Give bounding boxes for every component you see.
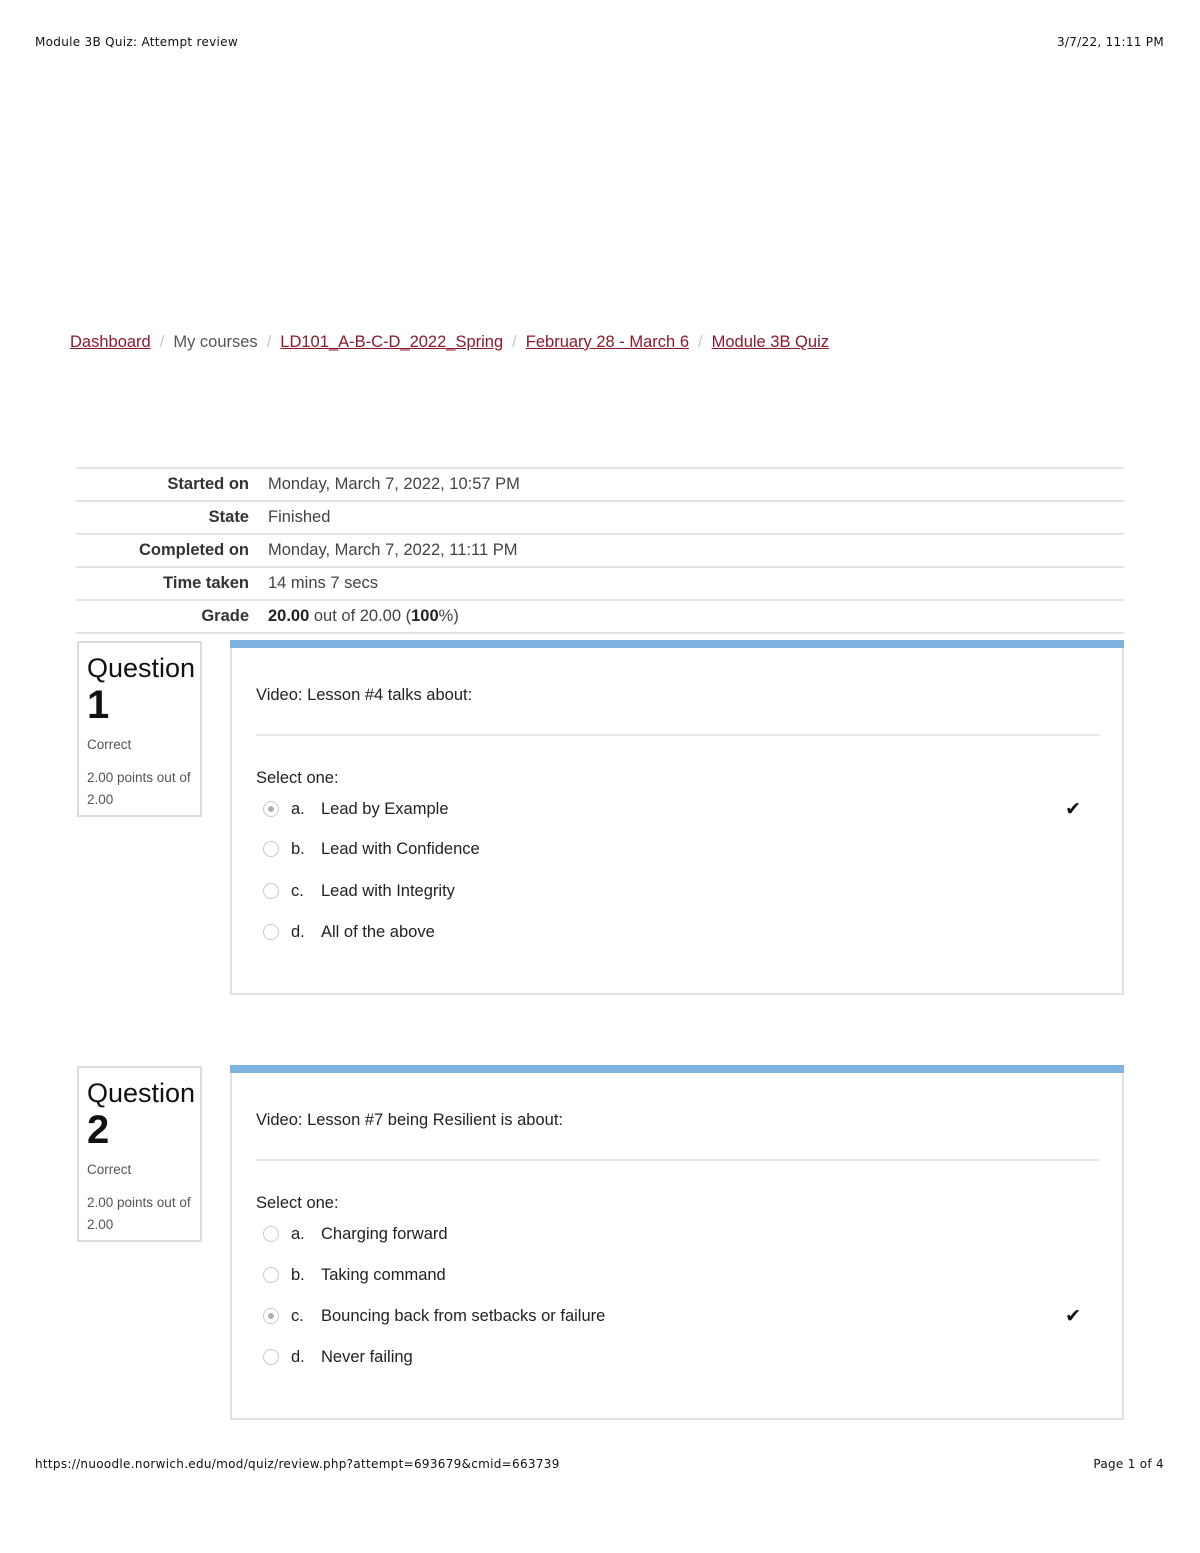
question-divider bbox=[256, 1159, 1100, 1161]
answer-text: Lead with Confidence bbox=[321, 839, 480, 858]
answer-text: Charging forward bbox=[321, 1224, 448, 1243]
question-word: Question bbox=[87, 653, 196, 683]
summary-row-started bbox=[76, 468, 1124, 501]
question-info-1 bbox=[77, 641, 202, 817]
breadcrumb bbox=[70, 333, 829, 352]
radio-unchecked-icon[interactable] bbox=[263, 1226, 279, 1242]
question-divider bbox=[256, 734, 1100, 736]
question-prompt: Select one: bbox=[256, 1194, 339, 1212]
answer-option[interactable] bbox=[263, 837, 1092, 861]
breadcrumb-my-courses: My courses bbox=[173, 333, 258, 351]
answer-letter: b. bbox=[291, 839, 305, 858]
breadcrumb-separator: / bbox=[512, 333, 517, 351]
answer-letter: a. bbox=[291, 1224, 305, 1243]
print-page-number: Page 1 of 4 bbox=[1093, 1457, 1164, 1471]
answer-option[interactable] bbox=[263, 1345, 1092, 1369]
radio-unchecked-icon[interactable] bbox=[263, 883, 279, 899]
summary-row-time bbox=[76, 567, 1124, 600]
breadcrumb-separator: / bbox=[266, 333, 272, 351]
answer-option[interactable] bbox=[263, 920, 1092, 944]
summary-label: Completed on bbox=[139, 541, 249, 559]
answer-text: Bouncing back from setbacks or failure bbox=[321, 1306, 606, 1325]
breadcrumb-separator: / bbox=[698, 333, 703, 351]
breadcrumb-course[interactable]: LD101_A-B-C-D_2022_Spring bbox=[280, 333, 504, 351]
question-word: Question bbox=[87, 1078, 196, 1108]
grade-mid: out of 20.00 ( bbox=[309, 607, 412, 625]
answer-option[interactable] bbox=[263, 1222, 1092, 1246]
print-url: https://nuoodle.norwich.edu/mod/quiz/review.php?attempt=693679&cmid=663739 bbox=[35, 1457, 560, 1471]
answer-letter: d. bbox=[291, 1347, 305, 1366]
summary-value-grade bbox=[259, 600, 1124, 633]
checkmark-icon: ✔ bbox=[1065, 799, 1081, 820]
attempt-summary-table bbox=[76, 467, 1124, 634]
answer-option[interactable] bbox=[263, 1304, 1092, 1328]
summary-value: 14 mins 7 secs bbox=[268, 574, 379, 592]
summary-label: Grade bbox=[201, 607, 249, 625]
radio-unchecked-icon[interactable] bbox=[263, 1349, 279, 1365]
answer-text: All of the above bbox=[321, 922, 435, 941]
question-grade: 2.00 points out of 2.00 bbox=[87, 770, 191, 807]
summary-row-grade bbox=[76, 600, 1124, 633]
answer-option[interactable] bbox=[263, 797, 1092, 821]
print-header bbox=[35, 35, 1164, 49]
answer-letter: d. bbox=[291, 922, 305, 941]
summary-value: Finished bbox=[268, 508, 331, 526]
answer-letter: b. bbox=[291, 1265, 305, 1284]
checkmark-icon: ✔ bbox=[1065, 1306, 1081, 1327]
answer-text: Never failing bbox=[321, 1347, 413, 1366]
question-content-1 bbox=[230, 640, 1124, 995]
question-state: Correct bbox=[87, 1162, 132, 1177]
radio-unchecked-icon[interactable] bbox=[263, 841, 279, 857]
question-number: 2 bbox=[87, 1108, 110, 1152]
answer-text: Taking command bbox=[321, 1265, 446, 1284]
question-text: Video: Lesson #7 being Resilient is about: bbox=[256, 1111, 563, 1129]
question-content-2 bbox=[230, 1065, 1124, 1420]
radio-unchecked-icon[interactable] bbox=[263, 1267, 279, 1283]
grade-score: 20.00 bbox=[268, 607, 310, 625]
answer-option[interactable] bbox=[263, 879, 1092, 903]
question-number: 1 bbox=[87, 683, 110, 727]
summary-value: Monday, March 7, 2022, 11:11 PM bbox=[268, 541, 518, 559]
answer-letter: c. bbox=[291, 1306, 304, 1325]
question-info-2 bbox=[77, 1066, 202, 1242]
question-grade: 2.00 points out of 2.00 bbox=[87, 1195, 191, 1232]
answer-text: Lead by Example bbox=[321, 799, 449, 818]
breadcrumb-section[interactable]: February 28 - March 6 bbox=[525, 333, 689, 351]
summary-value: Monday, March 7, 2022, 10:57 PM bbox=[268, 475, 520, 493]
print-datetime: 3/7/22, 11:11 PM bbox=[1056, 35, 1164, 49]
summary-label: State bbox=[208, 508, 249, 526]
question-state: Correct bbox=[87, 737, 132, 752]
radio-checked-icon[interactable] bbox=[263, 1308, 279, 1324]
breadcrumb-dashboard[interactable]: Dashboard bbox=[70, 333, 151, 351]
summary-row-state bbox=[76, 501, 1124, 534]
question-topbar bbox=[230, 1065, 1124, 1073]
radio-checked-icon[interactable] bbox=[263, 801, 279, 817]
radio-unchecked-icon[interactable] bbox=[263, 924, 279, 940]
question-topbar bbox=[230, 640, 1124, 648]
breadcrumb-quiz[interactable]: Module 3B Quiz bbox=[711, 333, 829, 351]
question-prompt: Select one: bbox=[256, 769, 339, 787]
summary-label: Time taken bbox=[163, 574, 249, 592]
grade-percent: 100 bbox=[411, 607, 439, 625]
breadcrumb-separator: / bbox=[159, 333, 165, 351]
summary-row-completed bbox=[76, 534, 1124, 567]
answer-letter: c. bbox=[291, 881, 304, 900]
summary-label: Started on bbox=[167, 475, 249, 493]
answer-option[interactable] bbox=[263, 1263, 1092, 1287]
grade-end: %) bbox=[438, 607, 459, 625]
print-title: Module 3B Quiz: Attempt review bbox=[35, 35, 238, 49]
question-text: Video: Lesson #4 talks about: bbox=[256, 686, 473, 704]
answer-text: Lead with Integrity bbox=[321, 881, 455, 900]
answer-letter: a. bbox=[291, 799, 305, 818]
print-footer bbox=[35, 1457, 1164, 1471]
